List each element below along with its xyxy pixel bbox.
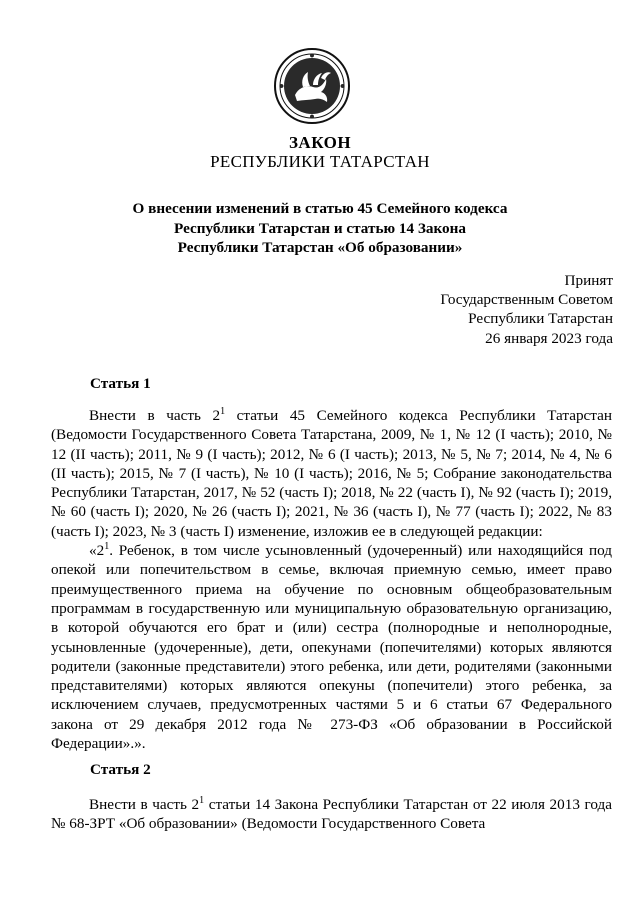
article-1-heading: Статья 1: [90, 375, 151, 392]
law-title-line: О внесении изменений в статью 45 Семейного кодекса: [132, 200, 508, 217]
adoption-date: 26 января 2023 года: [485, 329, 613, 347]
article-2-body: [51, 795, 612, 834]
article-1-body: [51, 406, 612, 753]
document-type-heading: ЗАКОН: [288, 133, 352, 152]
article-1-paragraph: [51, 406, 612, 541]
adoption-line: Республики Татарстан: [468, 310, 613, 328]
coat-of-arms-emblem: [273, 47, 351, 125]
text-run: Внести в часть 2: [89, 407, 221, 424]
superscript: 1: [199, 795, 205, 806]
text-run: «2: [89, 542, 105, 560]
text-run: . Ребенок, в том числе усыновленный (удочеренный) или находящийся под опекой или попечительством в семье, включая приемную семью, имеет право преимущественного приема на обучение по основным общеобразовательным программам в государственную или муниципальную образовательную организацию, в которой обучаются его брат и (или) сестра (полнородные и неполнородные, усыновленные (удочеренные), дети, опекунами (попечителями) которых являются родители (законные представители) этого ребенка, или дети, родителями (законными представителями) которых являются опекуны (попечители) этого ребенка, за исключением случаев, предусмотренных частями 5 и 6 статьи 67 Федерального закона от 29 декабря 2012 года № 273-ФЗ «Об образовании в Российской Федерации».».: [51, 542, 612, 753]
law-title: [60, 199, 580, 258]
adoption-line: Государственным Советом: [440, 291, 613, 309]
article-1-quoted-text: [51, 541, 612, 753]
text-run: статьи 45 Семейного кодекса Республики Татарстан (Ведомости Государственного Совета Татарстана, 2009, № 1, № 12 (I часть); 2010, № 12 (II часть); 2011, № 9 (I часть); 2012, № 6 (I часть); 2013, № 5, № 7; 2014, № 4, № 6 (II часть); 2015, № 7 (I часть), № 10 (I часть); 2016, № 5; Собрание законодательства Республики Татарстан, 2017, № 52 (часть I); 2018, № 22 (часть I), № 92 (часть I); 2019, № 60 (часть I); 2020, № 26 (часть I); 2021, № 36 (часть I), № 77 (часть I); 2022, № 83 (часть I); 2023, № 3 (часть I) изменение, изложив ее в следующей редакции:: [51, 407, 612, 540]
issuer-heading: РЕСПУБЛИКИ ТАТАРСТАН: [210, 152, 430, 171]
adoption-line: Принят: [564, 272, 613, 289]
law-title-line: Республики Татарстан «Об образовании»: [177, 239, 463, 256]
adoption-block: [440, 271, 613, 348]
text-run: статьи 14 Закона Республики Татарстан от 22 июля 2013 года № 68-ЗРТ «Об образовании» (Ведомости Государственного Совета: [51, 796, 612, 833]
text-run: Внести в часть 2: [89, 796, 200, 813]
law-title-line: Республики Татарстан и статью 14 Закона: [174, 219, 466, 237]
article-2-paragraph: [51, 795, 612, 834]
superscript: 1: [104, 541, 110, 553]
article-2-heading: Статья 2: [90, 761, 151, 778]
superscript: 1: [220, 406, 226, 417]
